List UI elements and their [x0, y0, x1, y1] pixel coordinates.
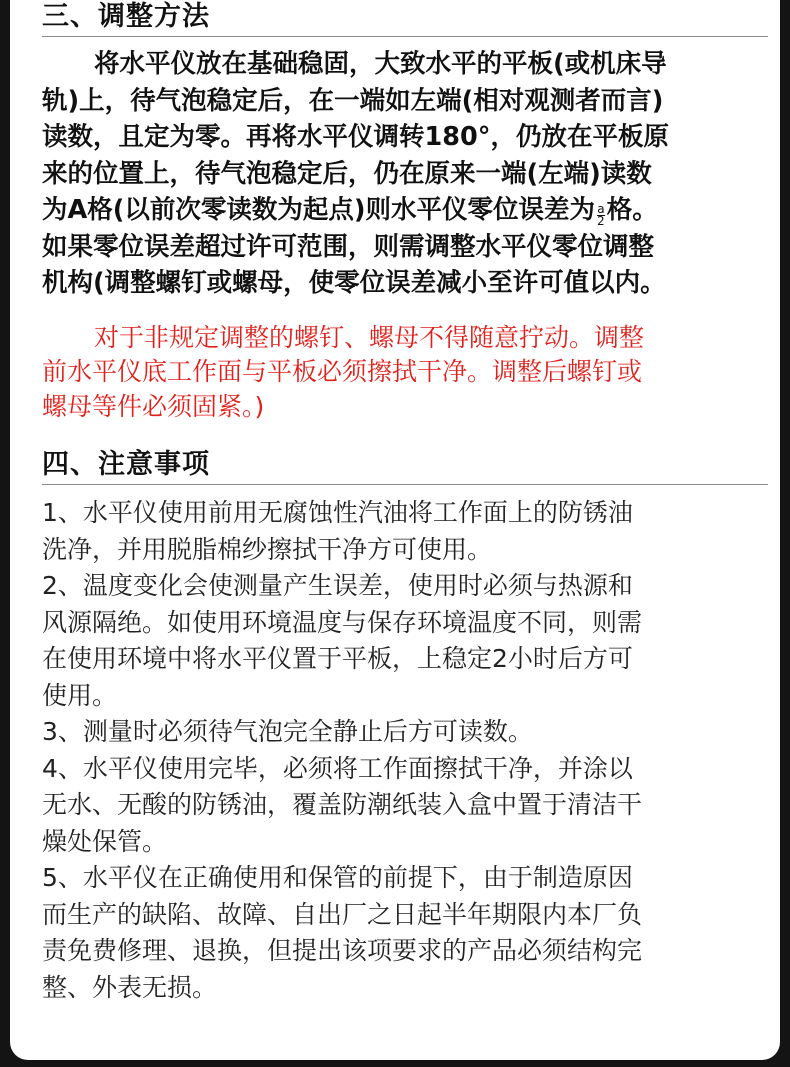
note-line: 而生产的缺陷、故障、自出厂之日起半年期限内本厂负 [42, 899, 643, 929]
note-line: 使用。 [42, 680, 118, 710]
document-content [42, 0, 768, 1006]
notes-list [42, 495, 768, 1006]
note-line: 无水、无酸的防锈油，覆盖防潮纸装入盒中置于清洁干 [42, 790, 643, 819]
note-line: 洗净，并用脱脂棉纱擦拭干净方可使用。 [42, 534, 493, 564]
note-line: 4、水平仪使用完毕，必须将工作面擦拭干净，并涂以 [42, 753, 633, 783]
note-line: 责免费修理、退换，但提出该项要求的产品必须结构完 [42, 936, 643, 965]
note-line: 2、温度变化会使测量产生误差，使用时必须与热源和 [42, 571, 633, 600]
warning-line: 前水平仪底工作面与平板必须擦拭干净。调整后螺钉或 [42, 357, 643, 386]
paragraph-line: 轨)上，待气泡稳定后，在一端如左端(相对观测者而言) [42, 85, 664, 116]
line-text: 格。 [606, 195, 658, 225]
paragraph-line: 来的位置上，待气泡稳定后，仍在原来一端(左端)读数 [42, 158, 652, 189]
section-4-divider [42, 484, 768, 485]
section-4-title: 四、注意事项 [42, 449, 210, 480]
line-text: 为A格(以前次零读数为起点)则水平仪零位误差为 [42, 195, 596, 225]
fraction-a-over-2 [597, 204, 605, 227]
note-line: 1、水平仪使用前用无腐蚀性汽油将工作面上的防锈油 [42, 498, 633, 527]
paragraph-line: 如果零位误差超过许可范围，则需调整水平仪零位调整 [42, 231, 655, 262]
section-3-divider [42, 36, 768, 37]
paragraph-line: 将水平仪放在基础稳固，大致水平的平板(或机床导 [94, 49, 667, 79]
note-line: 燥处保管。 [42, 826, 168, 856]
fraction-denominator: 2 [597, 214, 605, 228]
warning-line: 对于非规定调整的螺钉、螺母不得随意拧动。调整 [94, 322, 645, 352]
note-line: 风源隔绝。如使用环境温度与保存环境温度不同，则需 [42, 607, 643, 637]
section-3-title: 三、调整方法 [42, 1, 210, 32]
warning-paragraph [42, 321, 768, 425]
note-line: 整、外表无损。 [42, 972, 218, 1002]
note-line: 5、水平仪在正确使用和保管的前提下，由于制造原因 [42, 863, 633, 892]
adjustment-method-paragraph [42, 46, 768, 302]
paragraph-line: 读数，且定为零。再将水平仪调转180°，仍放在平板原 [42, 122, 669, 152]
note-line: 3、测量时必须待气泡完全静止后方可读数。 [42, 717, 533, 746]
paragraph-line-with-fraction [42, 192, 768, 229]
fraction-numerator: a [597, 202, 605, 216]
note-line: 在使用环境中将水平仪置于平板，上稳定2小时后方可 [42, 644, 633, 673]
warning-line: 螺母等件必须固紧。) [42, 391, 265, 421]
paragraph-line: 机构(调整螺钉或螺母，使零位误差减小至许可值以内。 [42, 268, 666, 298]
